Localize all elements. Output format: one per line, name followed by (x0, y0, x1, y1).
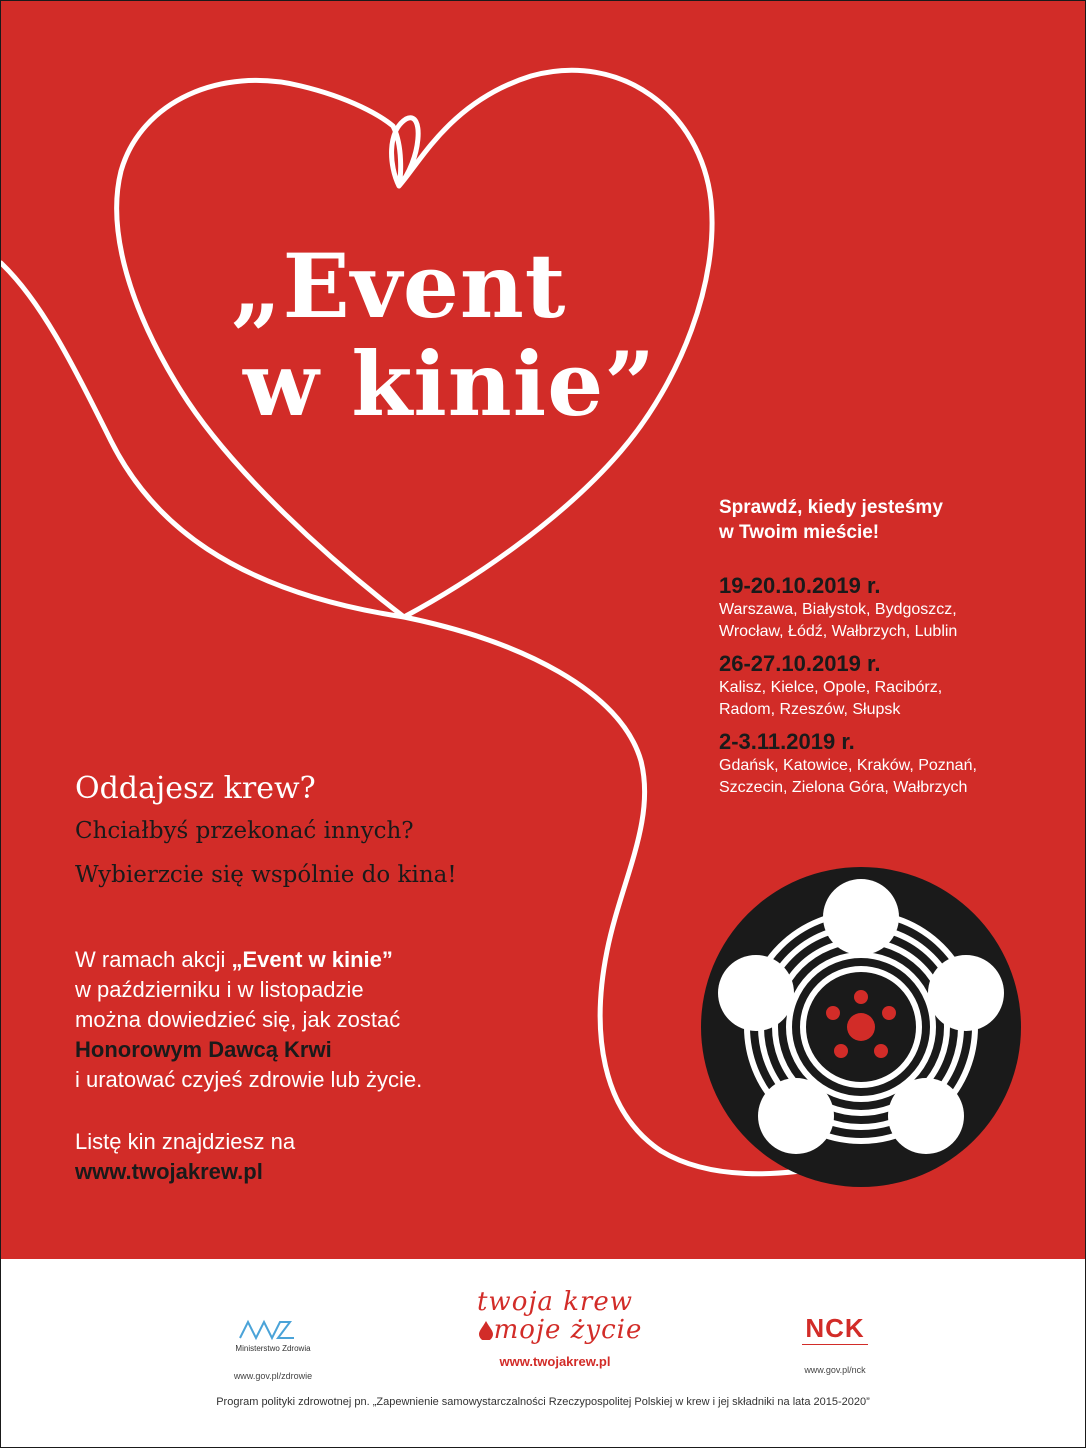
twoja-krew-logo[interactable] (440, 1288, 670, 1369)
film-reel-icon (701, 867, 1021, 1187)
poster (1, 1, 1085, 1259)
body-line: można dowiedzieć się, jak zostać (75, 1007, 401, 1032)
nck-underline (802, 1344, 868, 1350)
nck-logo[interactable] (790, 1314, 880, 1375)
tk-line-2-text: moje życie (493, 1315, 643, 1345)
body-line (75, 945, 422, 975)
mz-name: Ministerstwo Zdrowia (235, 1344, 311, 1353)
body-line-1-prefix: W ramach akcji (75, 947, 232, 972)
cities-line: Wrocław, Łódź, Wałbrzych, Lublin (719, 623, 958, 640)
call-to-cinema: Wybierzcie się wspólnie do kina! (75, 862, 457, 888)
honorary-donor-bold: Honorowym Dawcą Krwi (75, 1037, 332, 1062)
schedule-cities (719, 599, 977, 643)
schedule-entry (719, 651, 977, 721)
schedule-heading (719, 495, 977, 545)
cinema-list-label: Listę kin znajdziesz na (75, 1129, 296, 1154)
schedule-entry (719, 729, 977, 799)
program-note: Program polityki zdrowotnej pn. „Zapewnienie samowystarczalności Rzeczypospolitej Polskiej w krew i jej składniki na lata 2015-2020” (216, 1396, 870, 1408)
schedule-date: 26-27.10.2019 r. (719, 651, 881, 676)
schedule-heading-line-2: w Twoim mieście! (719, 522, 880, 543)
question-convince: Chciałbyś przekonać innych? (75, 818, 414, 844)
mz-logo[interactable] (218, 1316, 328, 1381)
schedule (719, 495, 977, 807)
cities-line: Szczecin, Zielona Góra, Wałbrzych (719, 779, 968, 796)
tk-line-2 (440, 1316, 670, 1344)
title-line-2: w kinie” (243, 332, 656, 436)
cities-line: Warszawa, Białystok, Bydgoszcz, (719, 601, 957, 618)
title-line-1: „Event (231, 234, 567, 338)
schedule-cities (719, 677, 977, 721)
mz-site: www.gov.pl/zdrowie (233, 1371, 313, 1381)
blood-drop-icon (478, 1320, 494, 1340)
question-donate: Oddajesz krew? (75, 771, 316, 806)
nck-site: www.gov.pl/nck (804, 1365, 866, 1375)
event-title (231, 234, 656, 436)
schedule-cities (719, 755, 977, 799)
tk-line-1: twoja krew (476, 1287, 633, 1317)
nck-mark: NCK (805, 1313, 865, 1343)
cities-line: Kalisz, Kielce, Opole, Racibórz, (719, 679, 943, 696)
schedule-date: 2-3.11.2019 r. (719, 729, 855, 754)
schedule-date: 19-20.10.2019 r. (719, 573, 881, 598)
event-name-bold: „Event w kinie” (231, 947, 393, 972)
cities-line: Gdańsk, Katowice, Kraków, Poznań, (719, 757, 977, 774)
schedule-entry (719, 573, 977, 643)
cinema-list (75, 1127, 295, 1187)
schedule-heading-line-1: Sprawdź, kiedy jesteśmy (719, 497, 943, 518)
body-text (75, 945, 422, 1095)
mz-logo-icon (238, 1316, 308, 1342)
body-line: i uratować czyjeś zdrowie lub życie. (75, 1067, 423, 1092)
body-line: w październiku i w listopadzie (75, 977, 364, 1002)
lead-questions (75, 769, 457, 897)
tk-site: www.twojakrew.pl (499, 1354, 611, 1369)
cities-line: Radom, Rzeszów, Słupsk (719, 701, 901, 718)
website-link[interactable]: www.twojakrew.pl (75, 1159, 263, 1184)
